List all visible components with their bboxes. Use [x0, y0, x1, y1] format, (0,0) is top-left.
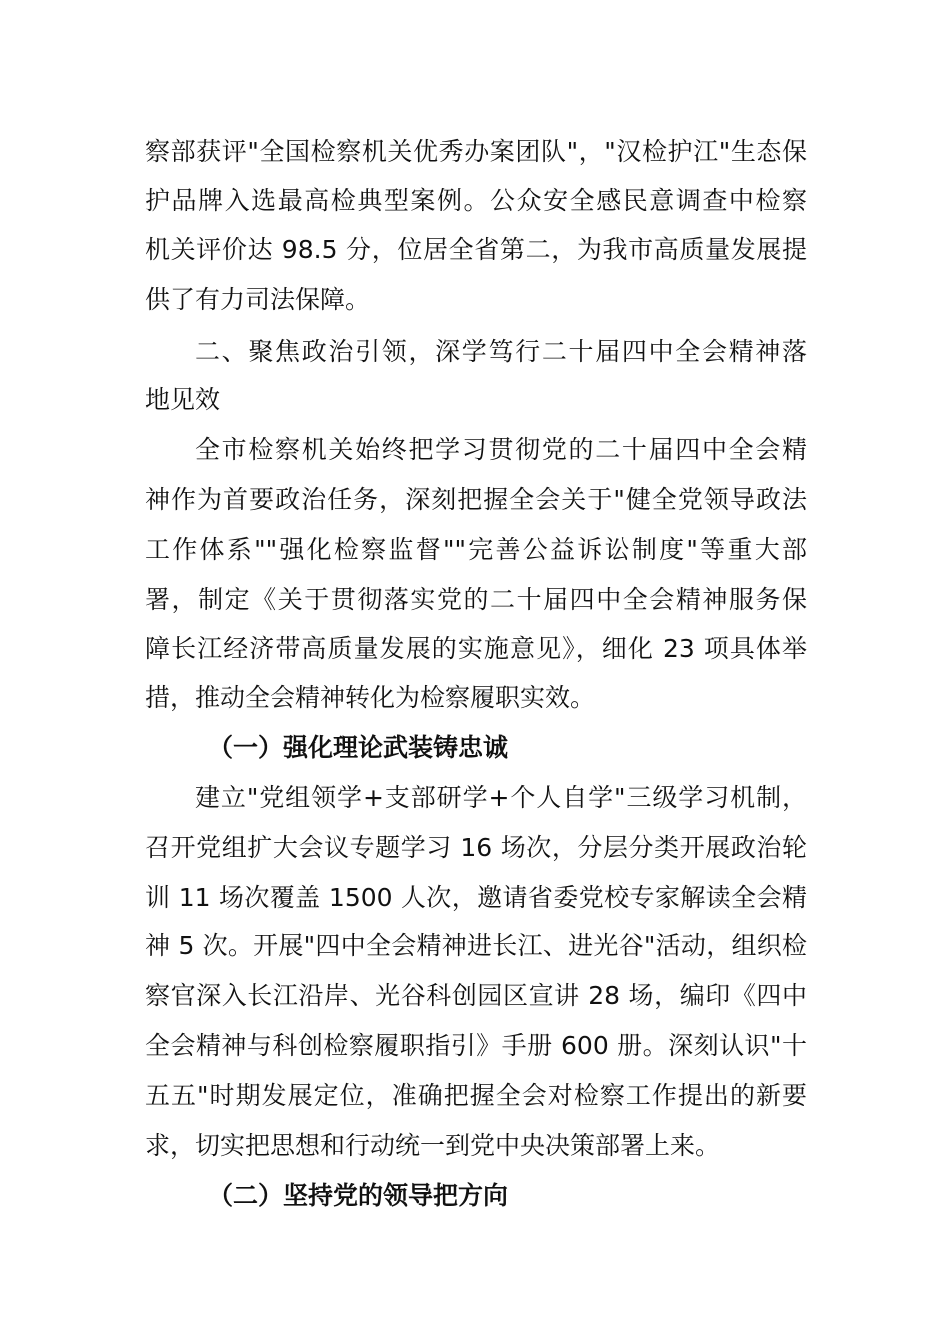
- section-heading: 地见效: [145, 385, 221, 414]
- section-heading: 二、聚焦政治引领，深学笃行二十届四中全会精神落: [195, 337, 807, 366]
- subheading: （一）强化理论武装铸忠诚: [208, 733, 509, 762]
- paragraph-line: 察官深入长江沿岸、光谷科创园区宣讲 28 场，编印《四中: [145, 981, 807, 1010]
- paragraph-line: 召开党组扩大会议专题学习 16 场次，分层分类开展政治轮: [145, 833, 807, 862]
- paragraph-line: 神作为首要政治任务，深刻把握全会关于"健全党领导政法: [145, 485, 807, 514]
- paragraph-line: 察部获评"全国检察机关优秀办案团队"，"汉检护江"生态保: [145, 137, 807, 166]
- paragraph-line: 机关评价达 98.5 分，位居全省第二，为我市高质量发展提: [145, 235, 807, 264]
- paragraph-line: 训 11 场次覆盖 1500 人次，邀请省委党校专家解读全会精: [145, 883, 807, 912]
- paragraph-line: 神 5 次。开展"四中全会精神进长江、进光谷"活动，组织检: [145, 931, 807, 960]
- paragraph-line: 建立"党组领学+支部研学+个人自学"三级学习机制，: [195, 783, 807, 812]
- subheading: （二）坚持党的领导把方向: [208, 1181, 509, 1210]
- paragraph-line: 障长江经济带高质量发展的实施意见》，细化 23 项具体举: [145, 634, 807, 663]
- paragraph-line: 五五"时期发展定位，准确把握全会对检察工作提出的新要: [145, 1081, 807, 1110]
- paragraph-line: 全会精神与科创检察履职指引》手册 600 册。深刻认识"十: [145, 1031, 807, 1060]
- paragraph-line: 措，推动全会精神转化为检察履职实效。: [145, 683, 596, 712]
- paragraph-line: 署，制定《关于贯彻落实党的二十届四中全会精神服务保: [145, 585, 807, 614]
- paragraph-line: 护品牌入选最高检典型案例。公众安全感民意调查中检察: [145, 186, 807, 215]
- paragraph-line: 供了有力司法保障。: [145, 285, 371, 314]
- paragraph-line: 求，切实把思想和行动统一到党中央决策部署上来。: [145, 1131, 721, 1160]
- paragraph-line: 全市检察机关始终把学习贯彻党的二十届四中全会精: [195, 435, 807, 464]
- paragraph-line: 工作体系""强化检察监督""完善公益诉讼制度"等重大部: [145, 535, 807, 564]
